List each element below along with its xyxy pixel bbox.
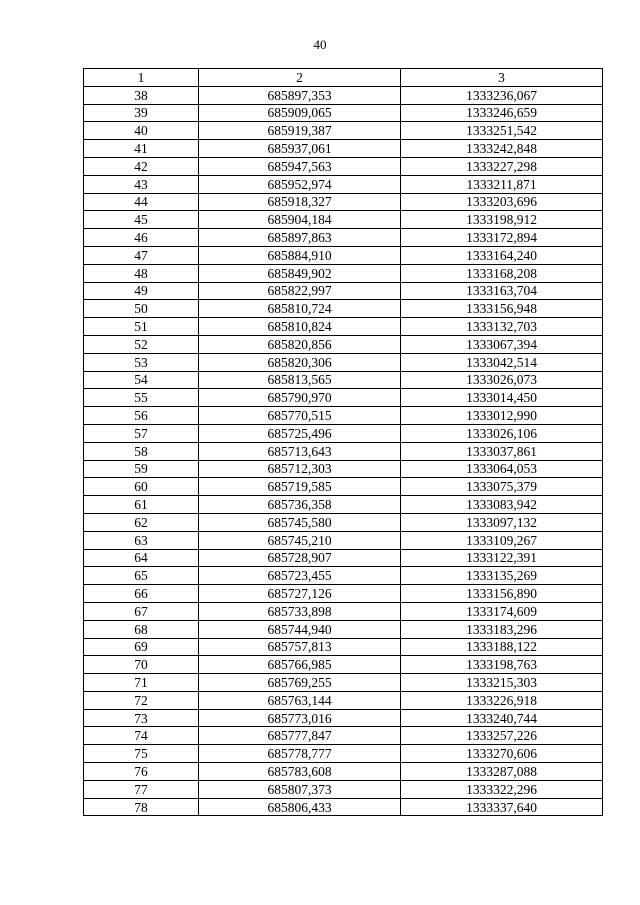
y-coordinate-cell: 1333188,122 bbox=[401, 638, 603, 656]
y-coordinate-cell: 1333227,298 bbox=[401, 157, 603, 175]
y-coordinate-cell: 1333203,696 bbox=[401, 193, 603, 211]
x-coordinate-cell: 685769,255 bbox=[199, 674, 401, 692]
x-coordinate-cell: 685810,724 bbox=[199, 300, 401, 318]
y-coordinate-cell: 1333168,208 bbox=[401, 264, 603, 282]
table-row bbox=[84, 531, 603, 549]
y-coordinate-cell: 1333322,296 bbox=[401, 780, 603, 798]
point-number-cell: 49 bbox=[84, 282, 199, 300]
y-coordinate-cell: 1333337,640 bbox=[401, 798, 603, 816]
y-coordinate-cell: 1333067,394 bbox=[401, 335, 603, 353]
y-coordinate-cell: 1333226,918 bbox=[401, 691, 603, 709]
table-row bbox=[84, 318, 603, 336]
table-row bbox=[84, 407, 603, 425]
x-coordinate-cell: 685807,373 bbox=[199, 780, 401, 798]
point-number-cell: 47 bbox=[84, 246, 199, 264]
table-row bbox=[84, 602, 603, 620]
table-row bbox=[84, 460, 603, 478]
x-coordinate-cell: 685820,306 bbox=[199, 353, 401, 371]
x-coordinate-cell: 685806,433 bbox=[199, 798, 401, 816]
point-number-cell: 67 bbox=[84, 602, 199, 620]
point-number-cell: 46 bbox=[84, 229, 199, 247]
y-coordinate-cell: 1333163,704 bbox=[401, 282, 603, 300]
column-header-1: 1 bbox=[84, 69, 199, 87]
table-row bbox=[84, 709, 603, 727]
x-coordinate-cell: 685712,303 bbox=[199, 460, 401, 478]
x-coordinate-cell: 685773,016 bbox=[199, 709, 401, 727]
table-row bbox=[84, 691, 603, 709]
point-number-cell: 45 bbox=[84, 211, 199, 229]
point-number-cell: 48 bbox=[84, 264, 199, 282]
x-coordinate-cell: 685733,898 bbox=[199, 602, 401, 620]
y-coordinate-cell: 1333251,542 bbox=[401, 122, 603, 140]
y-coordinate-cell: 1333215,303 bbox=[401, 674, 603, 692]
point-number-cell: 77 bbox=[84, 780, 199, 798]
x-coordinate-cell: 685937,061 bbox=[199, 140, 401, 158]
y-coordinate-cell: 1333135,269 bbox=[401, 567, 603, 585]
x-coordinate-cell: 685736,358 bbox=[199, 496, 401, 514]
table-row bbox=[84, 389, 603, 407]
point-number-cell: 73 bbox=[84, 709, 199, 727]
table-header-row bbox=[84, 69, 603, 87]
y-coordinate-cell: 1333270,606 bbox=[401, 745, 603, 763]
y-coordinate-cell: 1333064,053 bbox=[401, 460, 603, 478]
y-coordinate-cell: 1333198,763 bbox=[401, 656, 603, 674]
table-row bbox=[84, 763, 603, 781]
y-coordinate-cell: 1333174,609 bbox=[401, 602, 603, 620]
point-number-cell: 44 bbox=[84, 193, 199, 211]
x-coordinate-cell: 685766,985 bbox=[199, 656, 401, 674]
y-coordinate-cell: 1333075,379 bbox=[401, 478, 603, 496]
x-coordinate-cell: 685745,580 bbox=[199, 513, 401, 531]
point-number-cell: 56 bbox=[84, 407, 199, 425]
y-coordinate-cell: 1333164,240 bbox=[401, 246, 603, 264]
table-row bbox=[84, 780, 603, 798]
x-coordinate-cell: 685897,863 bbox=[199, 229, 401, 247]
column-header-3: 3 bbox=[401, 69, 603, 87]
y-coordinate-cell: 1333156,890 bbox=[401, 585, 603, 603]
y-coordinate-cell: 1333246,659 bbox=[401, 104, 603, 122]
y-coordinate-cell: 1333132,703 bbox=[401, 318, 603, 336]
table-row bbox=[84, 567, 603, 585]
table-row bbox=[84, 264, 603, 282]
table-row bbox=[84, 496, 603, 514]
y-coordinate-cell: 1333026,073 bbox=[401, 371, 603, 389]
y-coordinate-cell: 1333156,948 bbox=[401, 300, 603, 318]
table-row bbox=[84, 335, 603, 353]
point-number-cell: 50 bbox=[84, 300, 199, 318]
point-number-cell: 42 bbox=[84, 157, 199, 175]
table-row bbox=[84, 745, 603, 763]
x-coordinate-cell: 685719,585 bbox=[199, 478, 401, 496]
point-number-cell: 78 bbox=[84, 798, 199, 816]
y-coordinate-cell: 1333236,067 bbox=[401, 86, 603, 104]
x-coordinate-cell: 685822,997 bbox=[199, 282, 401, 300]
point-number-cell: 63 bbox=[84, 531, 199, 549]
x-coordinate-cell: 685745,210 bbox=[199, 531, 401, 549]
x-coordinate-cell: 685810,824 bbox=[199, 318, 401, 336]
y-coordinate-cell: 1333287,088 bbox=[401, 763, 603, 781]
table-row bbox=[84, 246, 603, 264]
y-coordinate-cell: 1333242,848 bbox=[401, 140, 603, 158]
x-coordinate-cell: 685904,184 bbox=[199, 211, 401, 229]
point-number-cell: 61 bbox=[84, 496, 199, 514]
table-row bbox=[84, 371, 603, 389]
x-coordinate-cell: 685849,902 bbox=[199, 264, 401, 282]
table-row bbox=[84, 478, 603, 496]
point-number-cell: 53 bbox=[84, 353, 199, 371]
x-coordinate-cell: 685763,144 bbox=[199, 691, 401, 709]
table-row bbox=[84, 585, 603, 603]
y-coordinate-cell: 1333037,861 bbox=[401, 442, 603, 460]
table-row bbox=[84, 104, 603, 122]
x-coordinate-cell: 685783,608 bbox=[199, 763, 401, 781]
x-coordinate-cell: 685947,563 bbox=[199, 157, 401, 175]
x-coordinate-cell: 685744,940 bbox=[199, 620, 401, 638]
table-row bbox=[84, 656, 603, 674]
x-coordinate-cell: 685897,353 bbox=[199, 86, 401, 104]
table-row bbox=[84, 175, 603, 193]
point-number-cell: 69 bbox=[84, 638, 199, 656]
y-coordinate-cell: 1333109,267 bbox=[401, 531, 603, 549]
y-coordinate-cell: 1333211,871 bbox=[401, 175, 603, 193]
x-coordinate-cell: 685725,496 bbox=[199, 424, 401, 442]
x-coordinate-cell: 685813,565 bbox=[199, 371, 401, 389]
table-row bbox=[84, 122, 603, 140]
y-coordinate-cell: 1333097,132 bbox=[401, 513, 603, 531]
y-coordinate-cell: 1333172,894 bbox=[401, 229, 603, 247]
y-coordinate-cell: 1333026,106 bbox=[401, 424, 603, 442]
y-coordinate-cell: 1333012,990 bbox=[401, 407, 603, 425]
x-coordinate-cell: 685777,847 bbox=[199, 727, 401, 745]
y-coordinate-cell: 1333183,296 bbox=[401, 620, 603, 638]
table-row bbox=[84, 549, 603, 567]
point-number-cell: 38 bbox=[84, 86, 199, 104]
table-row bbox=[84, 300, 603, 318]
page-number: 40 bbox=[313, 37, 327, 52]
x-coordinate-cell: 685820,856 bbox=[199, 335, 401, 353]
point-number-cell: 66 bbox=[84, 585, 199, 603]
point-number-cell: 54 bbox=[84, 371, 199, 389]
table-row bbox=[84, 211, 603, 229]
point-number-cell: 70 bbox=[84, 656, 199, 674]
point-number-cell: 74 bbox=[84, 727, 199, 745]
table-row bbox=[84, 674, 603, 692]
x-coordinate-cell: 685713,643 bbox=[199, 442, 401, 460]
point-number-cell: 76 bbox=[84, 763, 199, 781]
table-row bbox=[84, 353, 603, 371]
table-row bbox=[84, 620, 603, 638]
point-number-cell: 72 bbox=[84, 691, 199, 709]
point-number-cell: 60 bbox=[84, 478, 199, 496]
point-number-cell: 64 bbox=[84, 549, 199, 567]
table-row bbox=[84, 442, 603, 460]
table-row bbox=[84, 140, 603, 158]
x-coordinate-cell: 685778,777 bbox=[199, 745, 401, 763]
point-number-cell: 65 bbox=[84, 567, 199, 585]
table-row bbox=[84, 193, 603, 211]
point-number-cell: 43 bbox=[84, 175, 199, 193]
table-row bbox=[84, 798, 603, 816]
x-coordinate-cell: 685727,126 bbox=[199, 585, 401, 603]
point-number-cell: 57 bbox=[84, 424, 199, 442]
x-coordinate-cell: 685723,455 bbox=[199, 567, 401, 585]
x-coordinate-cell: 685918,327 bbox=[199, 193, 401, 211]
point-number-cell: 75 bbox=[84, 745, 199, 763]
column-header-2: 2 bbox=[199, 69, 401, 87]
table-row bbox=[84, 157, 603, 175]
table-row bbox=[84, 229, 603, 247]
x-coordinate-cell: 685757,813 bbox=[199, 638, 401, 656]
x-coordinate-cell: 685790,970 bbox=[199, 389, 401, 407]
table-row bbox=[84, 86, 603, 104]
table-row bbox=[84, 513, 603, 531]
x-coordinate-cell: 685919,387 bbox=[199, 122, 401, 140]
y-coordinate-cell: 1333122,391 bbox=[401, 549, 603, 567]
y-coordinate-cell: 1333083,942 bbox=[401, 496, 603, 514]
x-coordinate-cell: 685770,515 bbox=[199, 407, 401, 425]
y-coordinate-cell: 1333014,450 bbox=[401, 389, 603, 407]
table-body bbox=[84, 86, 603, 816]
point-number-cell: 39 bbox=[84, 104, 199, 122]
coordinates-table bbox=[83, 68, 603, 816]
point-number-cell: 40 bbox=[84, 122, 199, 140]
point-number-cell: 68 bbox=[84, 620, 199, 638]
y-coordinate-cell: 1333257,226 bbox=[401, 727, 603, 745]
x-coordinate-cell: 685909,065 bbox=[199, 104, 401, 122]
y-coordinate-cell: 1333240,744 bbox=[401, 709, 603, 727]
table-row bbox=[84, 727, 603, 745]
x-coordinate-cell: 685728,907 bbox=[199, 549, 401, 567]
point-number-cell: 52 bbox=[84, 335, 199, 353]
point-number-cell: 41 bbox=[84, 140, 199, 158]
point-number-cell: 55 bbox=[84, 389, 199, 407]
table-row bbox=[84, 638, 603, 656]
table-row bbox=[84, 282, 603, 300]
y-coordinate-cell: 1333198,912 bbox=[401, 211, 603, 229]
point-number-cell: 59 bbox=[84, 460, 199, 478]
point-number-cell: 71 bbox=[84, 674, 199, 692]
point-number-cell: 62 bbox=[84, 513, 199, 531]
x-coordinate-cell: 685952,974 bbox=[199, 175, 401, 193]
point-number-cell: 58 bbox=[84, 442, 199, 460]
x-coordinate-cell: 685884,910 bbox=[199, 246, 401, 264]
y-coordinate-cell: 1333042,514 bbox=[401, 353, 603, 371]
point-number-cell: 51 bbox=[84, 318, 199, 336]
table-row bbox=[84, 424, 603, 442]
